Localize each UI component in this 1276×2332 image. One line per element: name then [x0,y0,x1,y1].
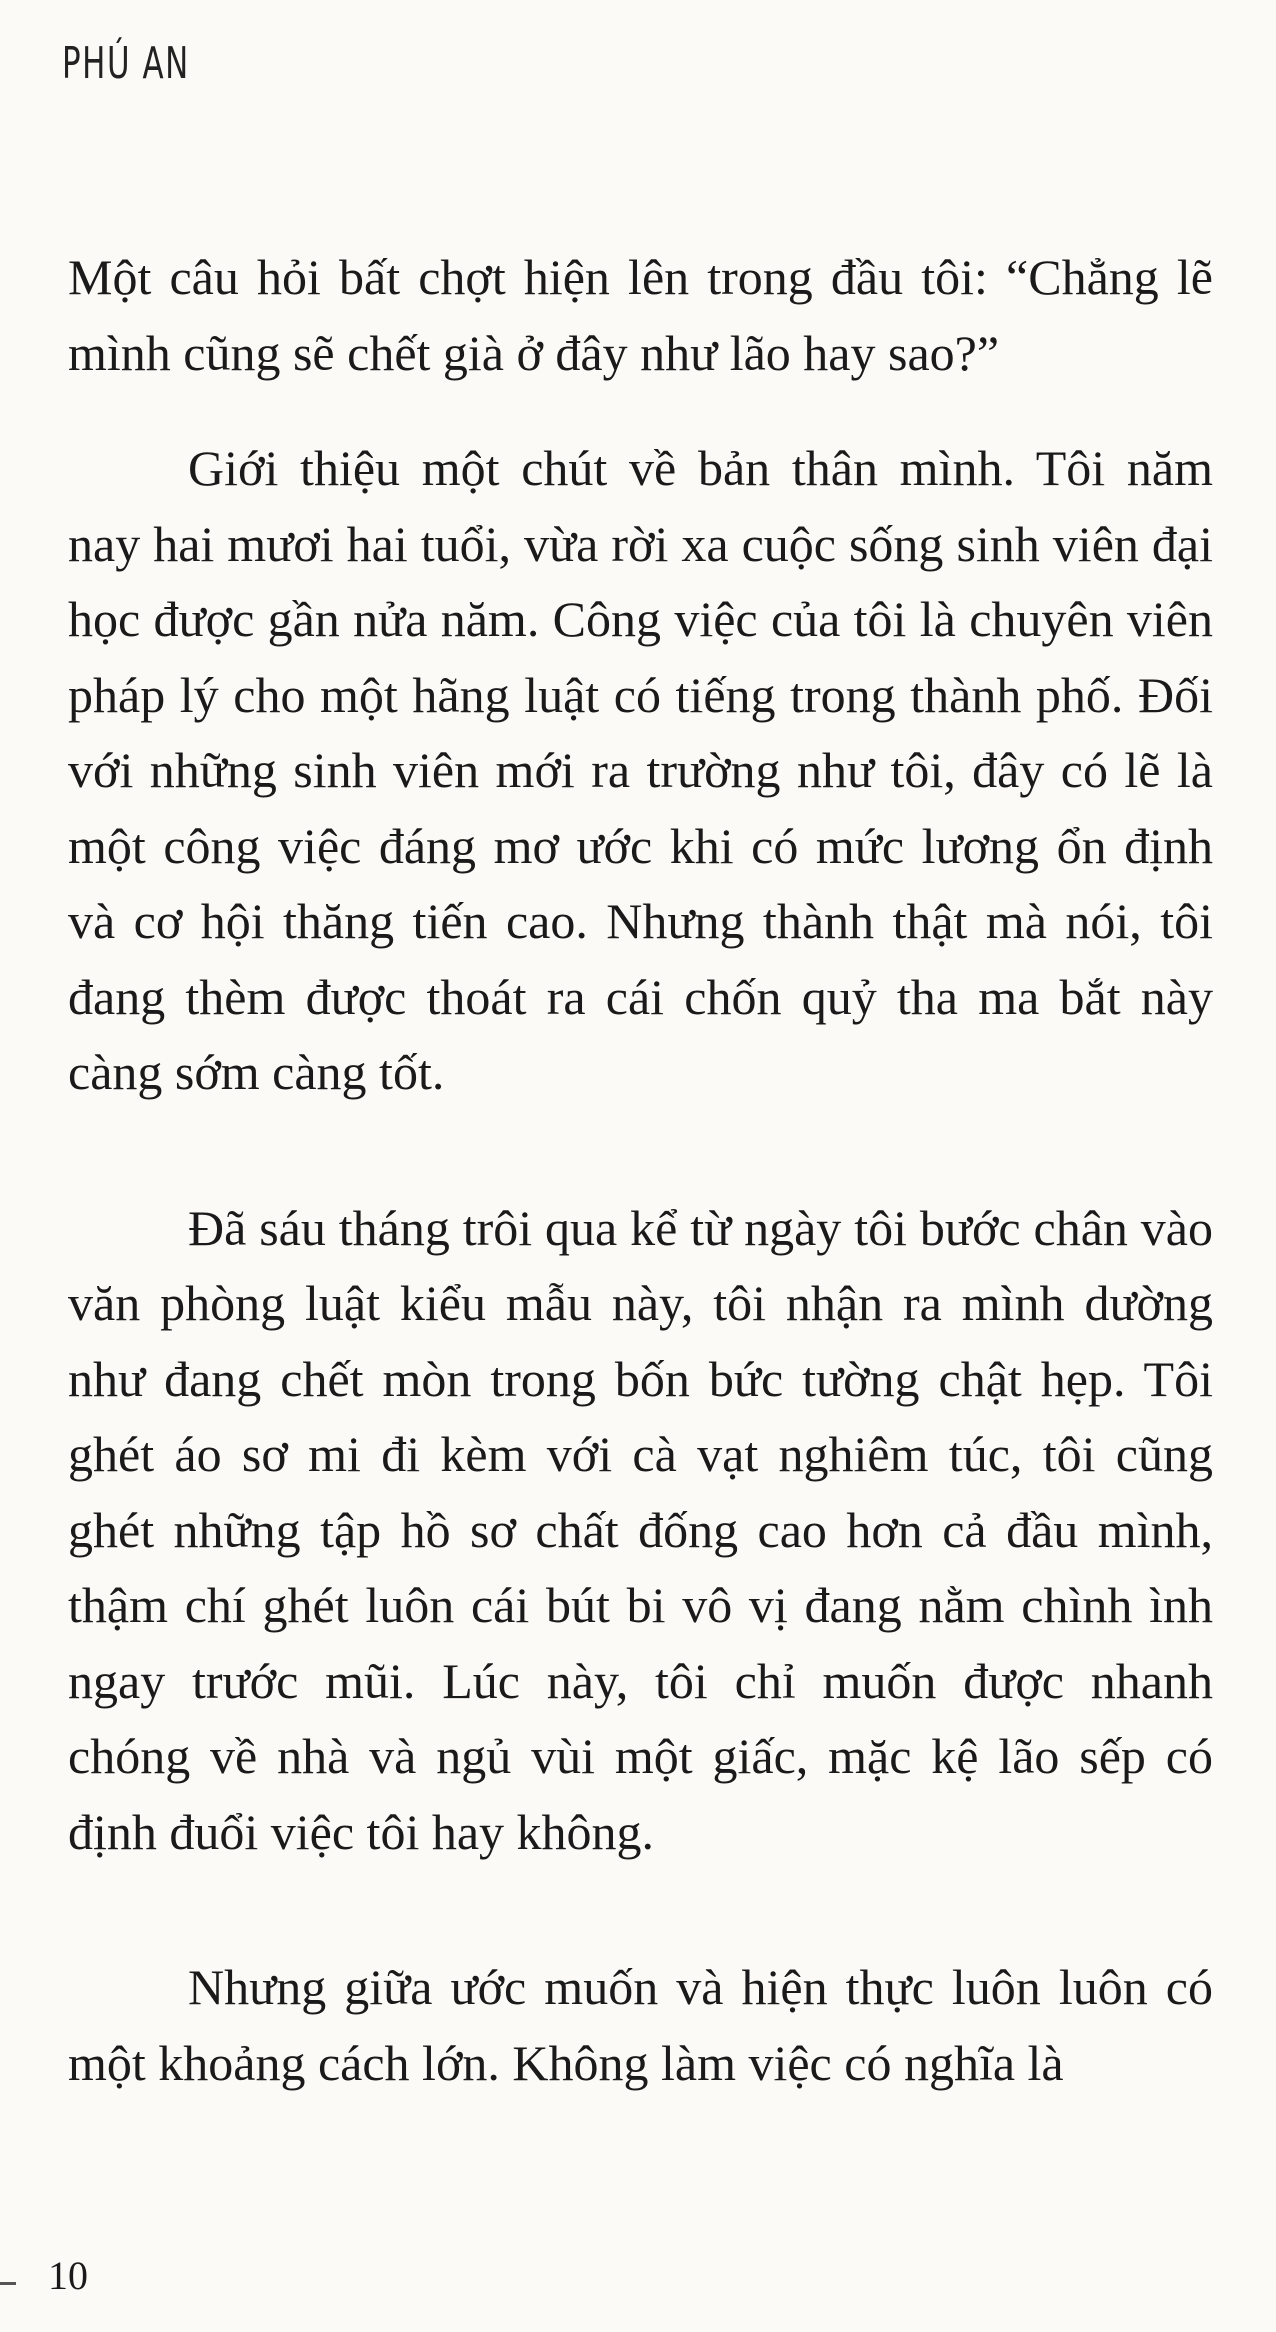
folio-dash [0,2282,16,2285]
paragraph-4: Nhưng giữa ước muốn và hiện thực luôn luôn có một khoảng cách lớn. Không làm việc có nghĩa là [68,1959,1213,2091]
paragraph-3: Đã sáu tháng trôi qua kể từ ngày tôi bước chân vào văn phòng luật kiểu mẫu này, tôi nhận ra mình dường như đang chết mòn trong bốn bức tường chật hẹp. Tôi ghét áo sơ mi đi kèm với cà vạt nghiêm túc, tôi cũng ghét những tập hồ sơ chất đống cao hơn cả đầu mình, thậm chí ghét luôn cái bút bi vô vị đang nằm chình ình ngay trước mũi. Lúc này, tôi chỉ muốn được nhanh chóng về nhà và ngủ vùi một giấc, mặc kệ lão sếp có định đuổi việc tôi hay không. [68,1199,1213,1860]
paragraph-2: Giới thiệu một chút về bản thân mình. Tôi năm nay hai mươi hai tuổi, vừa rời xa cuộc sống sinh viên đại học được gần nửa năm. Công việc của tôi là chuyên viên pháp lý cho một hãng luật có tiếng trong thành phố. Đối với những sinh viên mới ra trường như tôi, đây có lẽ là một công việc đáng mơ ước khi có mức lương ổn định và cơ hội thăng tiến cao. Nhưng thành thật mà nói, tôi đang thèm được thoát ra cái chốn quỷ tha ma bắt này càng sớm càng tốt. [68,440,1213,1100]
page-number: 10 [48,2253,88,2298]
paragraph-1: Một câu hỏi bất chợt hiện lên trong đầu tôi: “Chẳng lẽ mình cũng sẽ chết già ở đây như lão hay sao?” [68,249,1213,381]
body-text [68,240,1213,2101]
running-head-title: PHÚ AN [62,38,190,89]
